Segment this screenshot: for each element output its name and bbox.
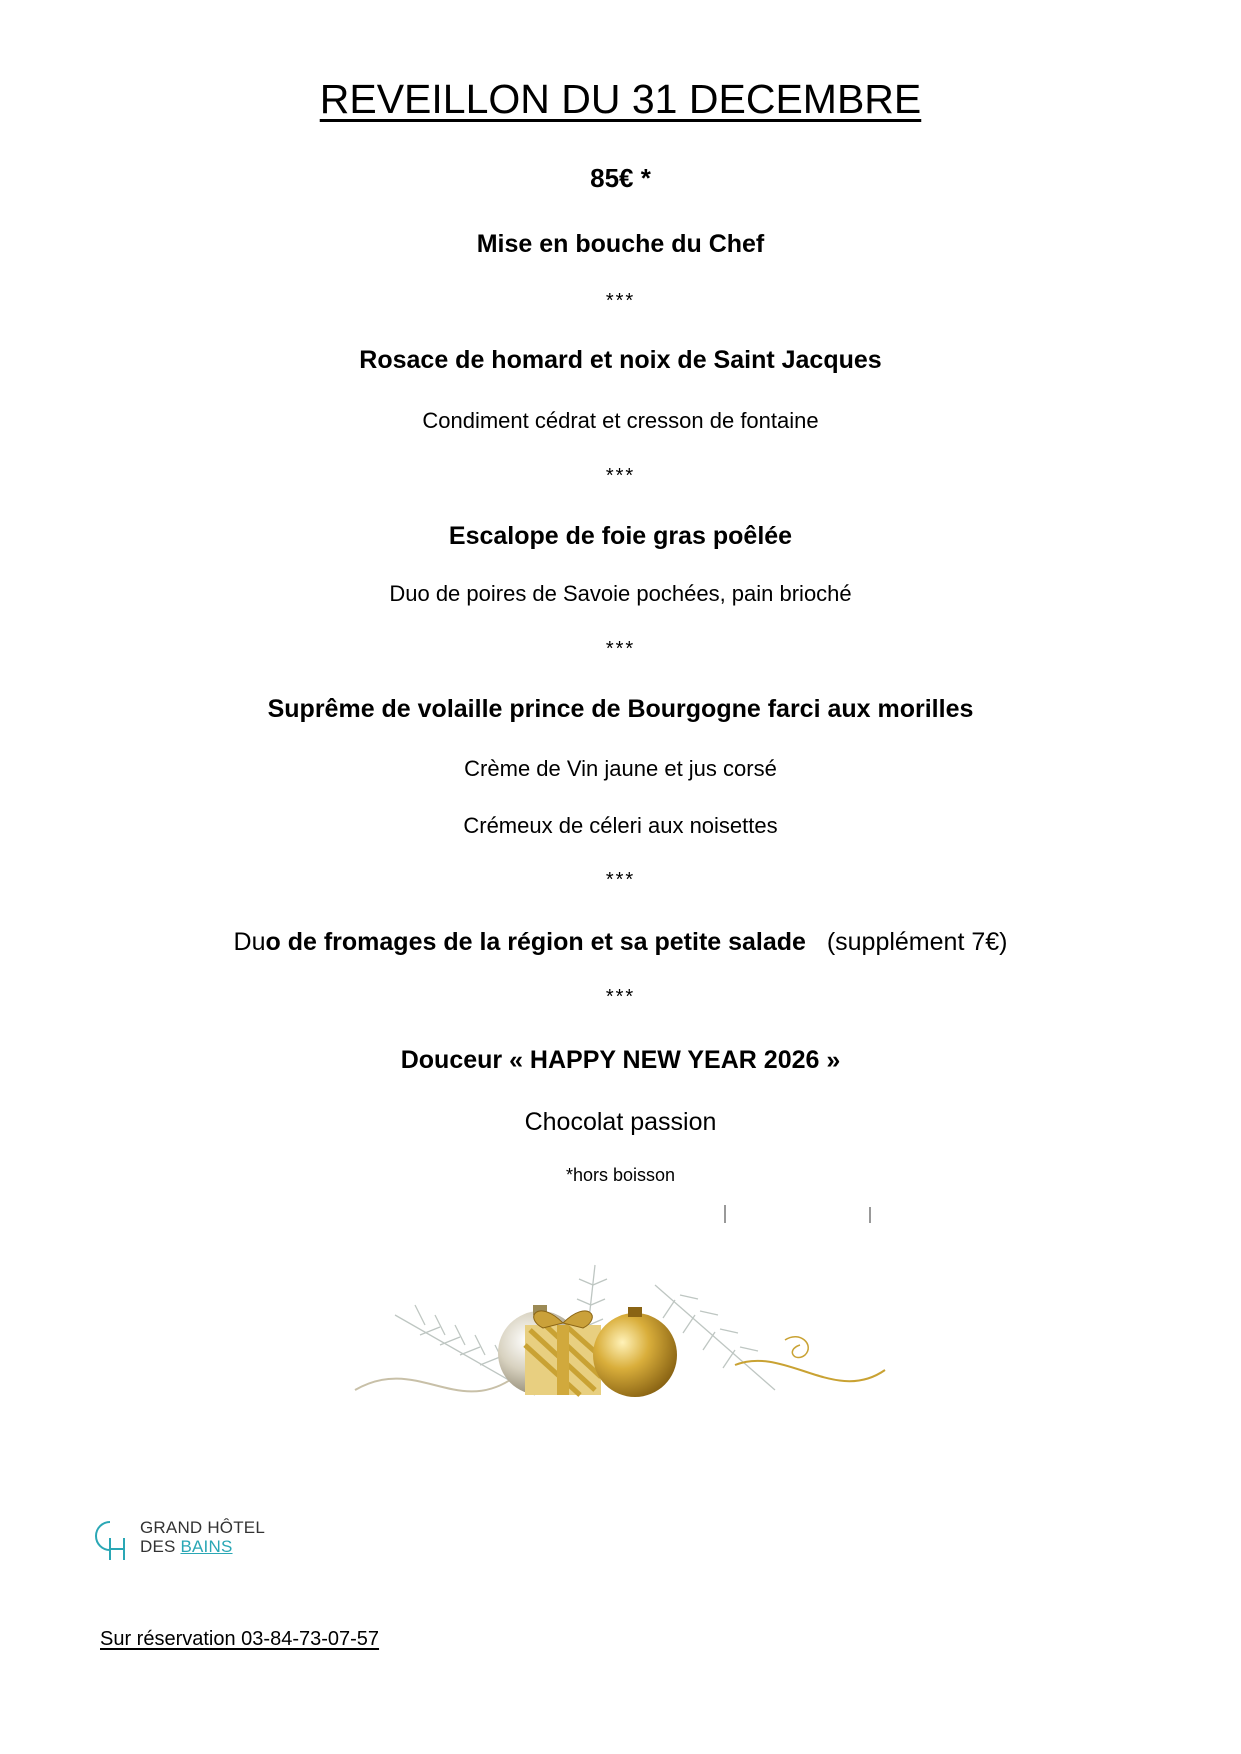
- cheese-name: o de fromages de la région et sa petite salade: [265, 928, 806, 956]
- dish-amuse: Mise en bouche du Chef: [476, 230, 765, 258]
- hotel-logo-text: [140, 1518, 265, 1556]
- logo-line-2-prefix: DES: [140, 1537, 181, 1556]
- logo-line-2: [140, 1537, 265, 1556]
- menu-title: REVEILLON DU 31 DECEMBRE: [319, 76, 922, 122]
- dish-foie-desc: Duo de poires de Savoie pochées, pain brioché: [389, 581, 852, 606]
- hotel-logo-mark: [90, 1516, 130, 1562]
- dish-main-desc-1: Crème de Vin jaune et jus corsé: [464, 756, 777, 781]
- separator: ***: [605, 869, 636, 891]
- logo-line-1: GRAND HÔTEL: [140, 1518, 265, 1537]
- separator: ***: [605, 290, 636, 312]
- drinks-note: *hors boisson: [565, 1165, 676, 1185]
- dish-starter: Rosace de homard et noix de Saint Jacques: [359, 346, 882, 374]
- dish-starter-desc: Condiment cédrat et cresson de fontaine: [422, 408, 819, 433]
- separator: ***: [605, 986, 636, 1008]
- dish-foie: Escalope de foie gras poêlée: [448, 522, 793, 550]
- christmas-decoration-image: [335, 1205, 905, 1445]
- dish-cheese: [0, 928, 1241, 957]
- dish-main: Suprême de volaille prince de Bourgogne farci aux morilles: [267, 695, 974, 723]
- separator: ***: [605, 465, 636, 487]
- cheese-prefix: Du: [233, 928, 266, 956]
- separator: ***: [605, 638, 636, 660]
- dish-dessert: Douceur « HAPPY NEW YEAR 2026 »: [400, 1046, 841, 1074]
- dish-main-desc-2: Crémeux de céleri aux noisettes: [463, 813, 778, 838]
- dish-dessert-desc: Chocolat passion: [524, 1108, 717, 1136]
- logo-line-2-accent: BAINS: [180, 1537, 233, 1556]
- cheese-supplement: (supplément 7€): [826, 928, 1008, 956]
- menu-price: 85€ *: [590, 163, 651, 193]
- reservation-footer: Sur réservation 03-84-73-07-57: [100, 1628, 380, 1650]
